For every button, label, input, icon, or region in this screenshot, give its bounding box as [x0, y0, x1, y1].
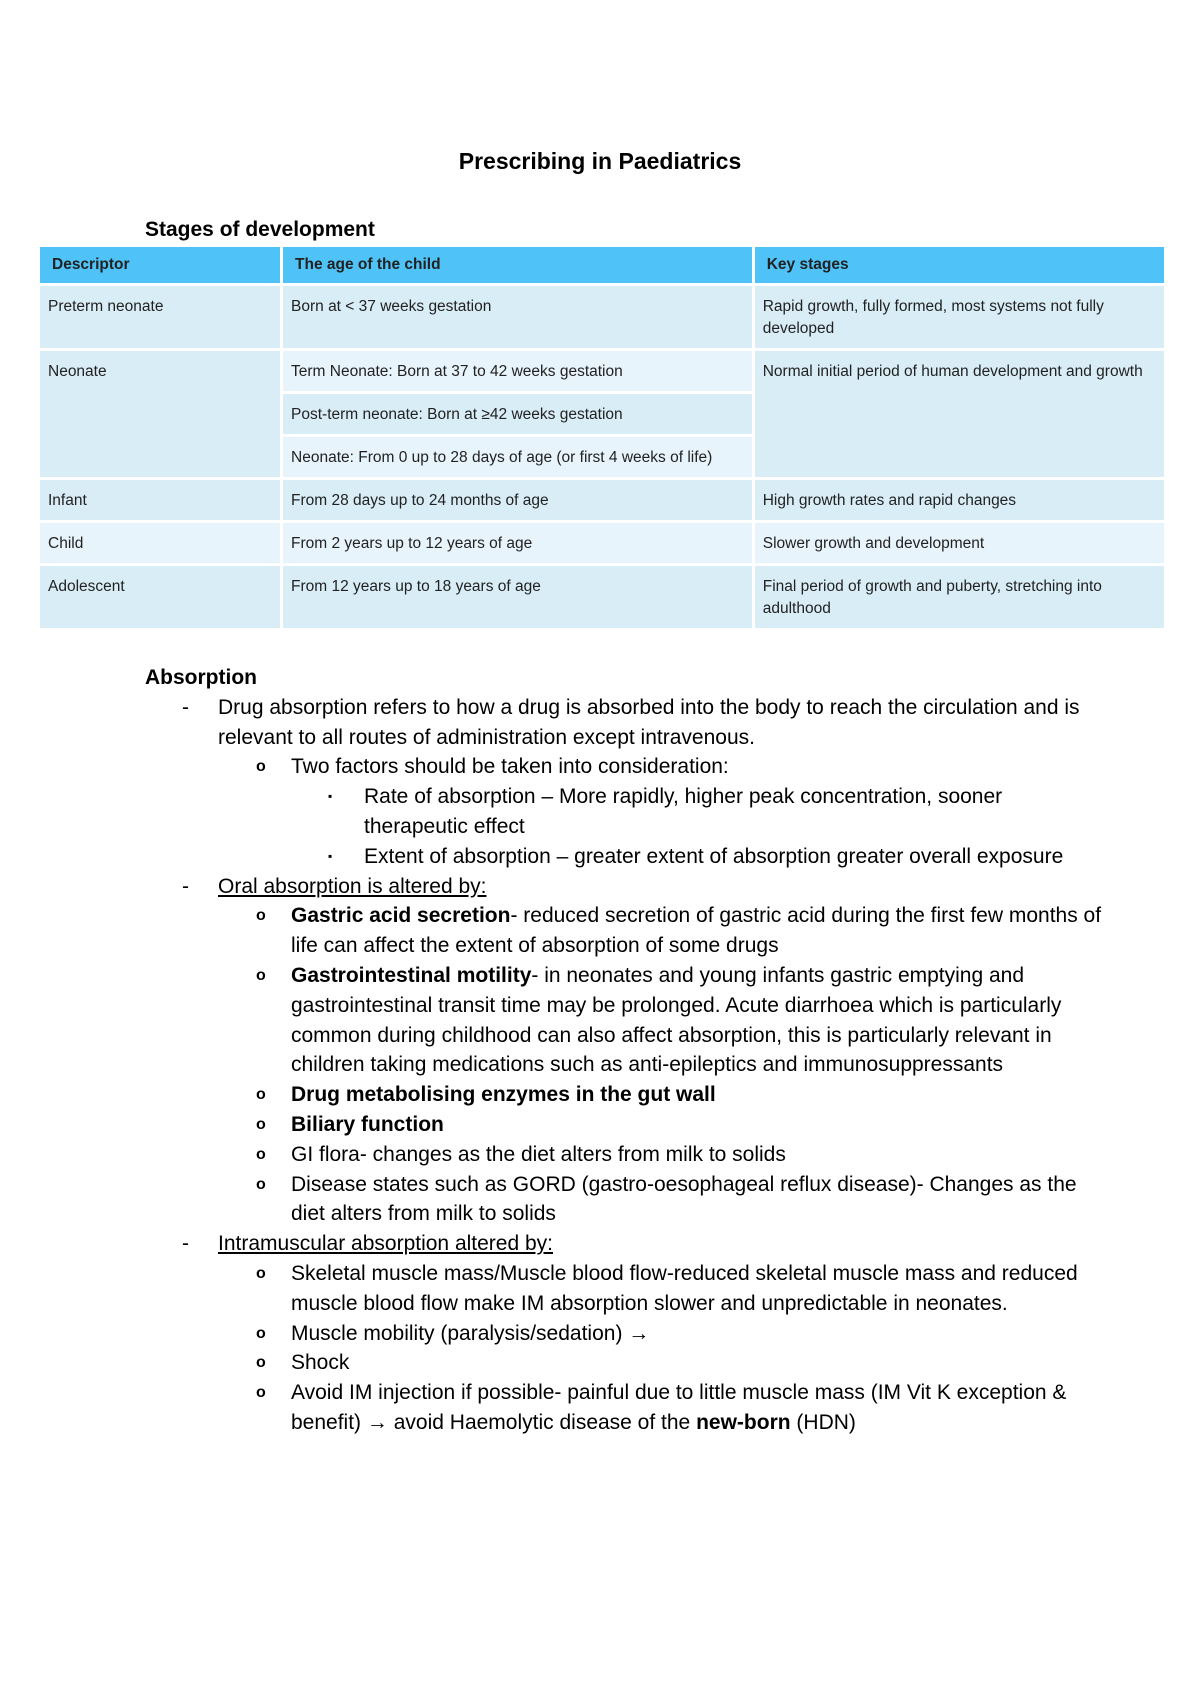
- square-bullet: ▪: [328, 789, 333, 804]
- cell-descriptor: Child: [40, 523, 280, 563]
- newborn-text: new-born: [696, 1410, 791, 1434]
- dash-bullet: -: [182, 874, 189, 898]
- cell-age: Post-term neonate: Born at ≥42 weeks gestation: [283, 394, 752, 434]
- hdn-text: (HDN): [796, 1410, 856, 1434]
- circle-bullet: o: [256, 1354, 266, 1372]
- list-item: [145, 872, 1105, 902]
- cell-key: Normal initial period of human development and growth: [755, 351, 1164, 477]
- document-title: Prescribing in Paediatrics: [458, 148, 742, 174]
- list-item: [145, 693, 1105, 753]
- list-item: [145, 1140, 1105, 1170]
- list-item: [145, 1378, 1105, 1438]
- dash-bullet: -: [182, 1232, 189, 1256]
- list-item: [145, 1110, 1105, 1140]
- stages-heading: Stages of development: [145, 218, 375, 241]
- disease-text: Disease states such as GORD (gastro-oesophageal reflux disease)- Changes as the diet alters from milk to solids: [291, 1172, 1077, 1226]
- shock-text: Shock: [291, 1351, 350, 1375]
- absorption-section: [145, 663, 1105, 1438]
- list-item: [145, 752, 1105, 782]
- circle-bullet: o: [256, 966, 266, 984]
- list-item: [145, 1259, 1105, 1319]
- two-factors-text: Two factors should be taken into consideration:: [291, 755, 729, 779]
- table-row: [40, 480, 1164, 520]
- header-key-stages: Key stages: [755, 247, 1164, 283]
- square-bullet: ▪: [328, 848, 333, 863]
- skeletal-text: Skeletal muscle mass/Muscle blood flow-reduced skeletal muscle mass and reduced muscle blood flow make IM absorption slower and unpredictable in neonates.: [291, 1261, 1078, 1315]
- dash-bullet: -: [182, 695, 189, 719]
- circle-bullet: o: [256, 907, 266, 925]
- list-item: [145, 782, 1105, 842]
- circle-bullet: o: [256, 1086, 266, 1104]
- gi-motility-label: Gastrointestinal motility: [291, 963, 532, 987]
- circle-bullet: o: [256, 1264, 266, 1282]
- cell-key: High growth rates and rapid changes: [755, 480, 1164, 520]
- circle-bullet: o: [256, 1145, 266, 1163]
- gi-motility-text: - in neonates and young infants gastric emptying and gastrointestinal transit time may be prolonged. Acute diarrhoea which is particularly common during childhood can also affect absorption, this is particularly relevant in children taking medications such as anti-epileptics and immunosuppressants: [291, 963, 1062, 1077]
- list-item: [145, 1319, 1105, 1349]
- table-row: [40, 523, 1164, 563]
- list-item: [145, 1229, 1105, 1259]
- list-item: [145, 1170, 1105, 1230]
- list-item: [145, 1080, 1105, 1110]
- intro-text: Drug absorption refers to how a drug is absorbed into the body to reach the circulation and is relevant to all routes of administration except intravenous.: [218, 695, 1080, 749]
- flora-text: GI flora- changes as the diet alters from milk to solids: [291, 1142, 786, 1166]
- table-row: [40, 566, 1164, 628]
- list-item: [145, 1348, 1105, 1378]
- table-header-row: [40, 247, 1164, 283]
- circle-bullet: o: [256, 758, 266, 776]
- header-age: The age of the child: [283, 247, 752, 283]
- cell-key: Slower growth and development: [755, 523, 1164, 563]
- circle-bullet: o: [256, 1324, 266, 1342]
- cell-key: Rapid growth, fully formed, most systems not fully developed: [755, 286, 1164, 348]
- cell-age: Born at < 37 weeks gestation: [283, 286, 752, 348]
- enzymes-text: Drug metabolising enzymes in the gut wall: [291, 1083, 716, 1107]
- cell-descriptor: Adolescent: [40, 566, 280, 628]
- circle-bullet: o: [256, 1175, 266, 1193]
- header-descriptor: Descriptor: [40, 247, 280, 283]
- cell-age: From 12 years up to 18 years of age: [283, 566, 752, 628]
- cell-age: From 28 days up to 24 months of age: [283, 480, 752, 520]
- oral-heading: Oral absorption is altered by:: [218, 874, 487, 898]
- cell-key: Final period of growth and puberty, stretching into adulthood: [755, 566, 1164, 628]
- im-heading: Intramuscular absorption altered by:: [218, 1232, 554, 1256]
- list-item: [145, 901, 1105, 961]
- mobility-text: Muscle mobility (paralysis/sedation): [291, 1321, 623, 1345]
- absorption-heading: Absorption: [145, 666, 257, 689]
- arrow-icon: →: [628, 1321, 650, 1345]
- arrow-icon: →: [366, 1410, 388, 1434]
- avoid-text-b: avoid Haemolytic disease of the: [393, 1410, 691, 1434]
- biliary-text: Biliary function: [291, 1112, 444, 1136]
- cell-age: Term Neonate: Born at 37 to 42 weeks gestation: [283, 351, 752, 391]
- circle-bullet: o: [256, 1115, 266, 1133]
- cell-descriptor: Preterm neonate: [40, 286, 280, 348]
- circle-bullet: o: [256, 1384, 266, 1402]
- extent-text: Extent of absorption – greater extent of absorption greater overall exposure: [364, 844, 1064, 868]
- gastric-text: - reduced secretion of gastric acid during the first few months of life can affect the extent of absorption of some drugs: [291, 904, 1102, 958]
- rate-text: Rate of absorption – More rapidly, higher peak concentration, sooner therapeutic effect: [364, 785, 1003, 838]
- cell-descriptor: Neonate: [40, 351, 280, 477]
- gastric-label: Gastric acid secretion: [291, 904, 511, 928]
- table-row: [40, 286, 1164, 348]
- stages-table: [37, 244, 1167, 631]
- cell-age: Neonate: From 0 up to 28 days of age (or first 4 weeks of life): [283, 437, 752, 477]
- table-row: [40, 351, 1164, 391]
- cell-descriptor: Infant: [40, 480, 280, 520]
- cell-age: From 2 years up to 12 years of age: [283, 523, 752, 563]
- avoid-text: Avoid IM injection if possible- painful due to little muscle mass (IM Vit K exception & benefit): [291, 1381, 1067, 1434]
- list-item: [145, 842, 1105, 872]
- list-item: [145, 961, 1105, 1080]
